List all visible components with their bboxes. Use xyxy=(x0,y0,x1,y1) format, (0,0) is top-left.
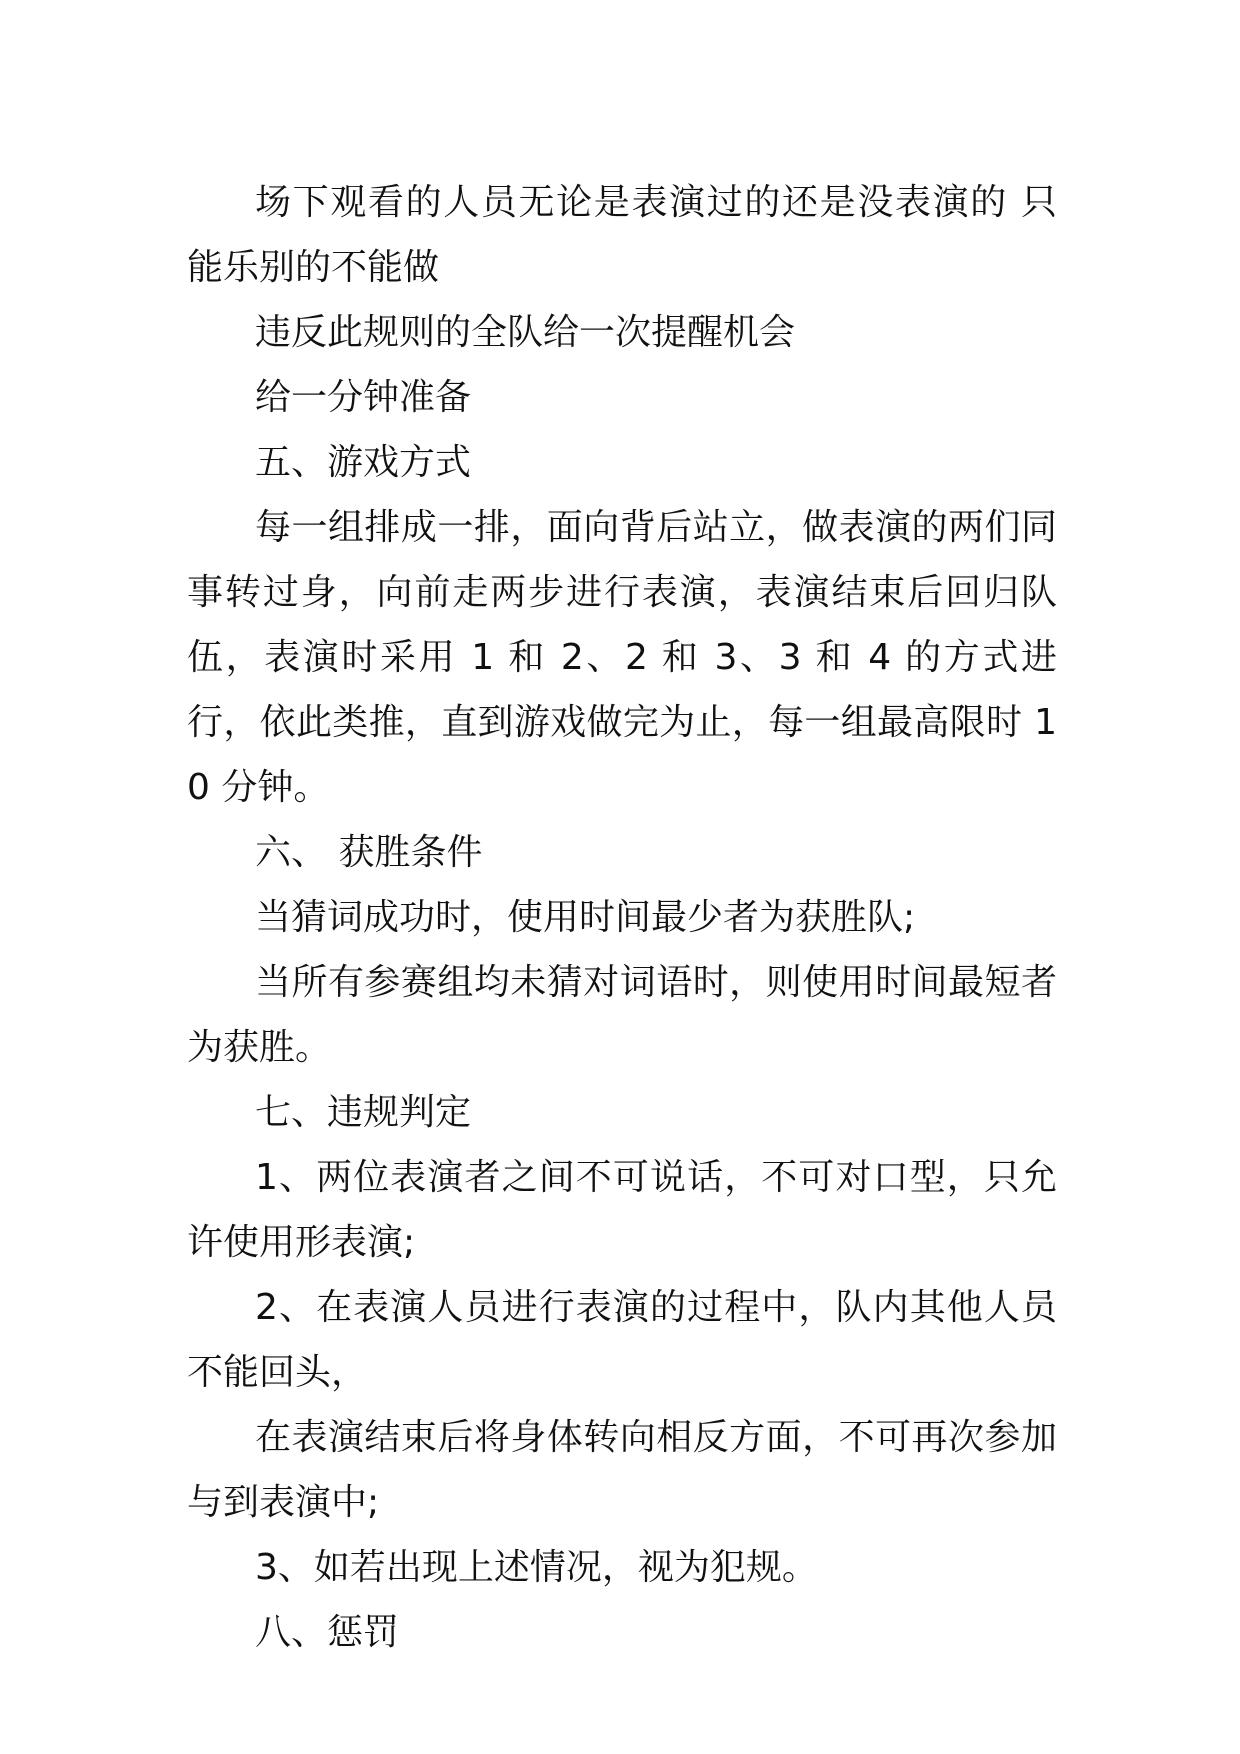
paragraph-violation-rule-3: 3、如若出现上述情况，视为犯规。 xyxy=(255,1547,818,1588)
section-heading-win-conditions: 六、 获胜条件 xyxy=(255,832,483,873)
paragraph-win-condition-1: 当猜词成功时，使用时间最少者为获胜队; xyxy=(255,897,916,938)
paragraph-violation-rule-2-cont: 在表演结束后将身体转向相反方面，不可再次参加与到表演中; xyxy=(187,1417,1057,1523)
paragraph-violation-rule-1: 1、两位表演者之间不可说话，不可对口型，只允许使用形表演; xyxy=(187,1157,1057,1263)
paragraph-game-method: 每一组排成一排，面向背后站立，做表演的两们同事转过身，向前走两步进行表演，表演结束后回归队伍，表演时采用 1 和 2、2 和 3、3 和 4 的方式进行，依此类推，直到游戏做完为止，每一组最高限时 10 分钟。 xyxy=(187,507,1057,808)
section-heading-violation-rules: 七、违规判定 xyxy=(255,1092,472,1133)
section-heading-game-method: 五、游戏方式 xyxy=(255,442,472,483)
paragraph-violation-rule-2: 2、在表演人员进行表演的过程中，队内其他人员不能回头， xyxy=(187,1287,1057,1393)
paragraph-violation-warning: 违反此规则的全队给一次提醒机会 xyxy=(255,312,796,353)
paragraph-preparation-time: 给一分钟准备 xyxy=(255,377,472,418)
paragraph-spectator-rule: 场下观看的人员无论是表演过的还是没表演的 只能乐别的不能做 xyxy=(187,182,1057,288)
section-heading-penalty: 八、惩罚 xyxy=(255,1612,400,1653)
paragraph-win-condition-2: 当所有参赛组均未猜对词语时，则使用时间最短者为获胜。 xyxy=(187,962,1057,1068)
document-body xyxy=(187,170,1057,1665)
